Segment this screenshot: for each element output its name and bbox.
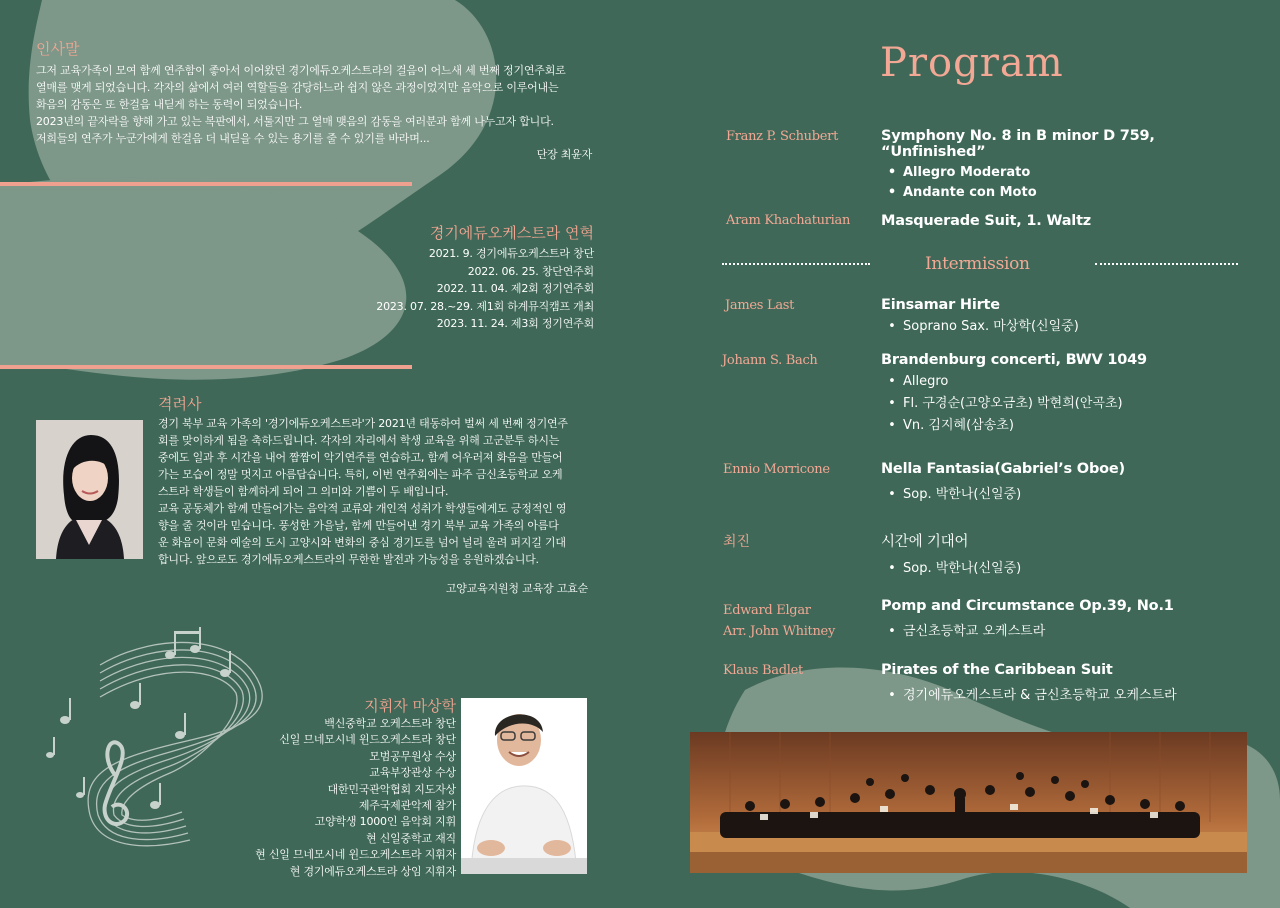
program-entry: [881, 461, 1261, 502]
history-item: 2021. 9. 경기에듀오케스트라 창단: [428, 247, 594, 260]
conductor-item: 현 신일 므네모시네 윈드오케스트라 지휘자: [255, 848, 456, 862]
work-title: Einsamar Hirte: [881, 297, 1000, 313]
greeting-line: 화음의 감동은 또 한걸음 내딛게 하는 동력이 되었습니다.: [36, 98, 303, 111]
encouragement-line: 가는 모습이 정말 멋지고 아름답습니다. 특히, 이번 연주회에는 파주 금신초등학교 오케: [158, 468, 563, 481]
movement-item: [881, 315, 1261, 334]
orchestra-scene: [690, 732, 1247, 873]
encouragement-line: 중에도 일과 후 시간을 내어 짬짬이 악기연주를 연습하고, 함께 어우러져 화음을 만들어: [158, 451, 563, 464]
history-item: 2023. 07. 28.~29. 제1회 하계뮤직캠프 개최: [376, 299, 594, 313]
conductor-photo: [461, 698, 587, 874]
history-item: 2022. 06. 25. 창단연주회: [467, 264, 594, 278]
composer-name: Franz P. Schubert: [726, 129, 839, 144]
movement-item: [881, 185, 1261, 200]
movement-text: 금신초등학교 오케스트라: [903, 624, 1046, 639]
encouragement-line: 운 화음이 문화 예술의 도시 고양시와 변화의 중심 경기도를 넘어 널리 울려 퍼지길 기대: [158, 536, 566, 549]
program-entry: [881, 352, 1261, 433]
greeting-body: [36, 62, 596, 147]
movement-item: [881, 483, 1261, 502]
divider-bar: [0, 365, 412, 369]
program-entry: [881, 662, 1271, 703]
program-entry: [881, 530, 1261, 576]
composer-name: Aram Khachaturian: [726, 213, 851, 228]
movement-text: 경기에듀오케스트라 & 금신초등학교 오케스트라: [903, 688, 1177, 703]
intermission-label: Intermission: [925, 254, 1030, 274]
history-list: [300, 245, 594, 333]
conductor-item: 고양학생 1000인 음악회 지휘: [314, 815, 456, 829]
dotted-divider: [1095, 263, 1238, 265]
composer-name: Klaus Badlet: [723, 663, 803, 678]
composer-name: James Last: [725, 298, 795, 313]
bullet-icon: •: [888, 688, 896, 703]
bullet-icon: •: [888, 374, 896, 389]
composer-name: Edward Elgar: [723, 603, 811, 618]
conductor-item: 대한민국관악협회 지도자상: [327, 782, 456, 796]
bullet-icon: •: [888, 624, 896, 639]
history-title: 경기에듀오케스트라 연혁: [429, 224, 594, 242]
movement-text: Vn. 김지혜(삼송초): [903, 418, 1014, 433]
encouragement-line: 회를 맞이하게 됨을 축하드립니다. 각자의 자리에서 학생 교육을 위해 고군분투 하시는: [158, 434, 560, 447]
encouragement-title: 격려사: [158, 395, 202, 413]
work-title: Nella Fantasia(Gabriel’s Oboe): [881, 461, 1125, 477]
greeting-line: 저희들의 연주가 누군가에게 한걸음 더 내딛을 수 있는 용기를 줄 수 있기를 바라며...: [36, 132, 430, 145]
greeting-signature: 단장 최윤자: [536, 148, 592, 161]
work-title: Brandenburg concerti, BWV 1049: [881, 352, 1147, 368]
bullet-icon: •: [887, 165, 897, 180]
movement-item: [881, 374, 1261, 389]
composer-name: Johann S. Bach: [722, 353, 818, 368]
work-title: Pomp and Circumstance Op.39, No.1: [881, 598, 1174, 614]
bullet-icon: •: [888, 487, 896, 502]
dotted-divider: [722, 263, 870, 265]
divider-bar: [0, 182, 412, 186]
encouragement-line: 경기 북부 교육 가족의 '경기에듀오케스트라'가 2021년 태동하여 벌써 세 번째 정기연주: [158, 417, 568, 430]
movement-item: [881, 684, 1271, 703]
conductor-item: 백신중학교 오케스트라 창단: [324, 717, 456, 730]
encouragement-signature: 고양교육지원청 교육장 고효순: [445, 582, 588, 595]
bullet-icon: •: [888, 418, 896, 433]
encouragement-line: 합니다. 앞으로도 경기에듀오케스트라의 무한한 발전과 가능성을 응원하겠습니다.: [158, 553, 539, 566]
orchestra-photo: [690, 732, 1247, 873]
movement-text: Sop. 박한나(신일중): [903, 487, 1022, 502]
history-item: 2023. 11. 24. 제3회 정기연주회: [436, 317, 594, 330]
program-title: Program: [880, 40, 1064, 86]
movement-text: Allegro Moderato: [903, 165, 1031, 180]
program-entry: [881, 213, 1261, 229]
conductor-item: 모범공무원상 수상: [369, 749, 456, 763]
work-title: Symphony No. 8 in B minor D 759, “Unfinished”: [881, 128, 1155, 160]
encouragement-line: 향을 줄 것이라 믿습니다. 풍성한 가을날, 함께 만들어낸 경기 북부 교육 가족의 아름다: [158, 519, 559, 532]
greeting-line: 2023년의 끝자락을 향해 가고 있는 복판에서, 서툴지만 그 열매 맺음의 감동을 여러분과 함께 나누고자 합니다.: [36, 115, 554, 128]
conductor-list: [200, 716, 456, 880]
history-item: 2022. 11. 04. 제2회 정기연주회: [436, 282, 594, 295]
movement-text: Allegro: [903, 374, 949, 389]
bullet-icon: •: [888, 319, 896, 334]
conductor-item: 교육부장관상 수상: [369, 766, 456, 780]
greeting-line: 열매를 맺게 되었습니다. 각자의 삶에서 여러 역할들을 감당하느라 쉽지 않은 과정이었지만 음악으로 이루어내는: [36, 81, 559, 94]
work-title: Pirates of the Caribbean Suit: [881, 662, 1113, 678]
portrait-woman: [36, 420, 143, 559]
portrait-man: [461, 698, 587, 874]
conductor-item: 현 경기에듀오케스트라 상임 지휘자: [289, 864, 456, 878]
composer-name: 최진: [723, 534, 751, 550]
movement-text: Soprano Sax. 마상학(신일중): [903, 319, 1079, 334]
encouragement-line: 교육 공동체가 함께 만들어가는 음악적 교류와 개인적 성취가 학생들에게도 긍정적인 영: [158, 502, 567, 515]
conductor-title: 지휘자 마상학: [364, 697, 456, 715]
greeting-line: 그저 교육가족이 모여 함께 연주함이 좋아서 이어왔던 경기에듀오케스트라의 걸음이 어느새 세 번째 정기연주회로: [36, 64, 566, 77]
work-title: 시간에 기대어: [881, 534, 969, 550]
movement-text: Fl. 구경순(고양오금초) 박현희(안곡초): [903, 396, 1123, 411]
bullet-icon: •: [887, 185, 897, 200]
movement-text: Andante con Moto: [903, 185, 1037, 200]
encouragement-line: 스트라 학생들이 함께하게 되어 그 의미와 기쁨이 두 배입니다.: [158, 485, 449, 498]
superintendent-photo: [36, 420, 143, 559]
movement-item: [881, 165, 1261, 180]
program-entry: [881, 128, 1261, 200]
movement-item: [881, 557, 1261, 576]
conductor-item: 현 신일중학교 재직: [365, 831, 456, 845]
conductor-item: 제주국제관악제 참가: [358, 799, 456, 813]
encouragement-body: [158, 415, 590, 568]
bullet-icon: •: [888, 396, 896, 411]
movement-text: Sop. 박한나(신일중): [903, 561, 1022, 576]
program-entry: [881, 297, 1261, 334]
movement-item: [881, 414, 1261, 433]
composer-name: Ennio Morricone: [723, 462, 830, 477]
greeting-title: 인사말: [36, 40, 80, 58]
conductor-item: 신일 므네모시네 윈드오케스트라 창단: [279, 733, 456, 747]
composer-name-block: [723, 600, 835, 642]
arranger-name: Arr. John Whitney: [723, 624, 835, 639]
movement-item: [881, 620, 1261, 639]
work-title: Masquerade Suit, 1. Waltz: [881, 213, 1092, 229]
movement-item: [881, 392, 1261, 411]
program-entry: [881, 598, 1261, 639]
bullet-icon: •: [888, 561, 896, 576]
